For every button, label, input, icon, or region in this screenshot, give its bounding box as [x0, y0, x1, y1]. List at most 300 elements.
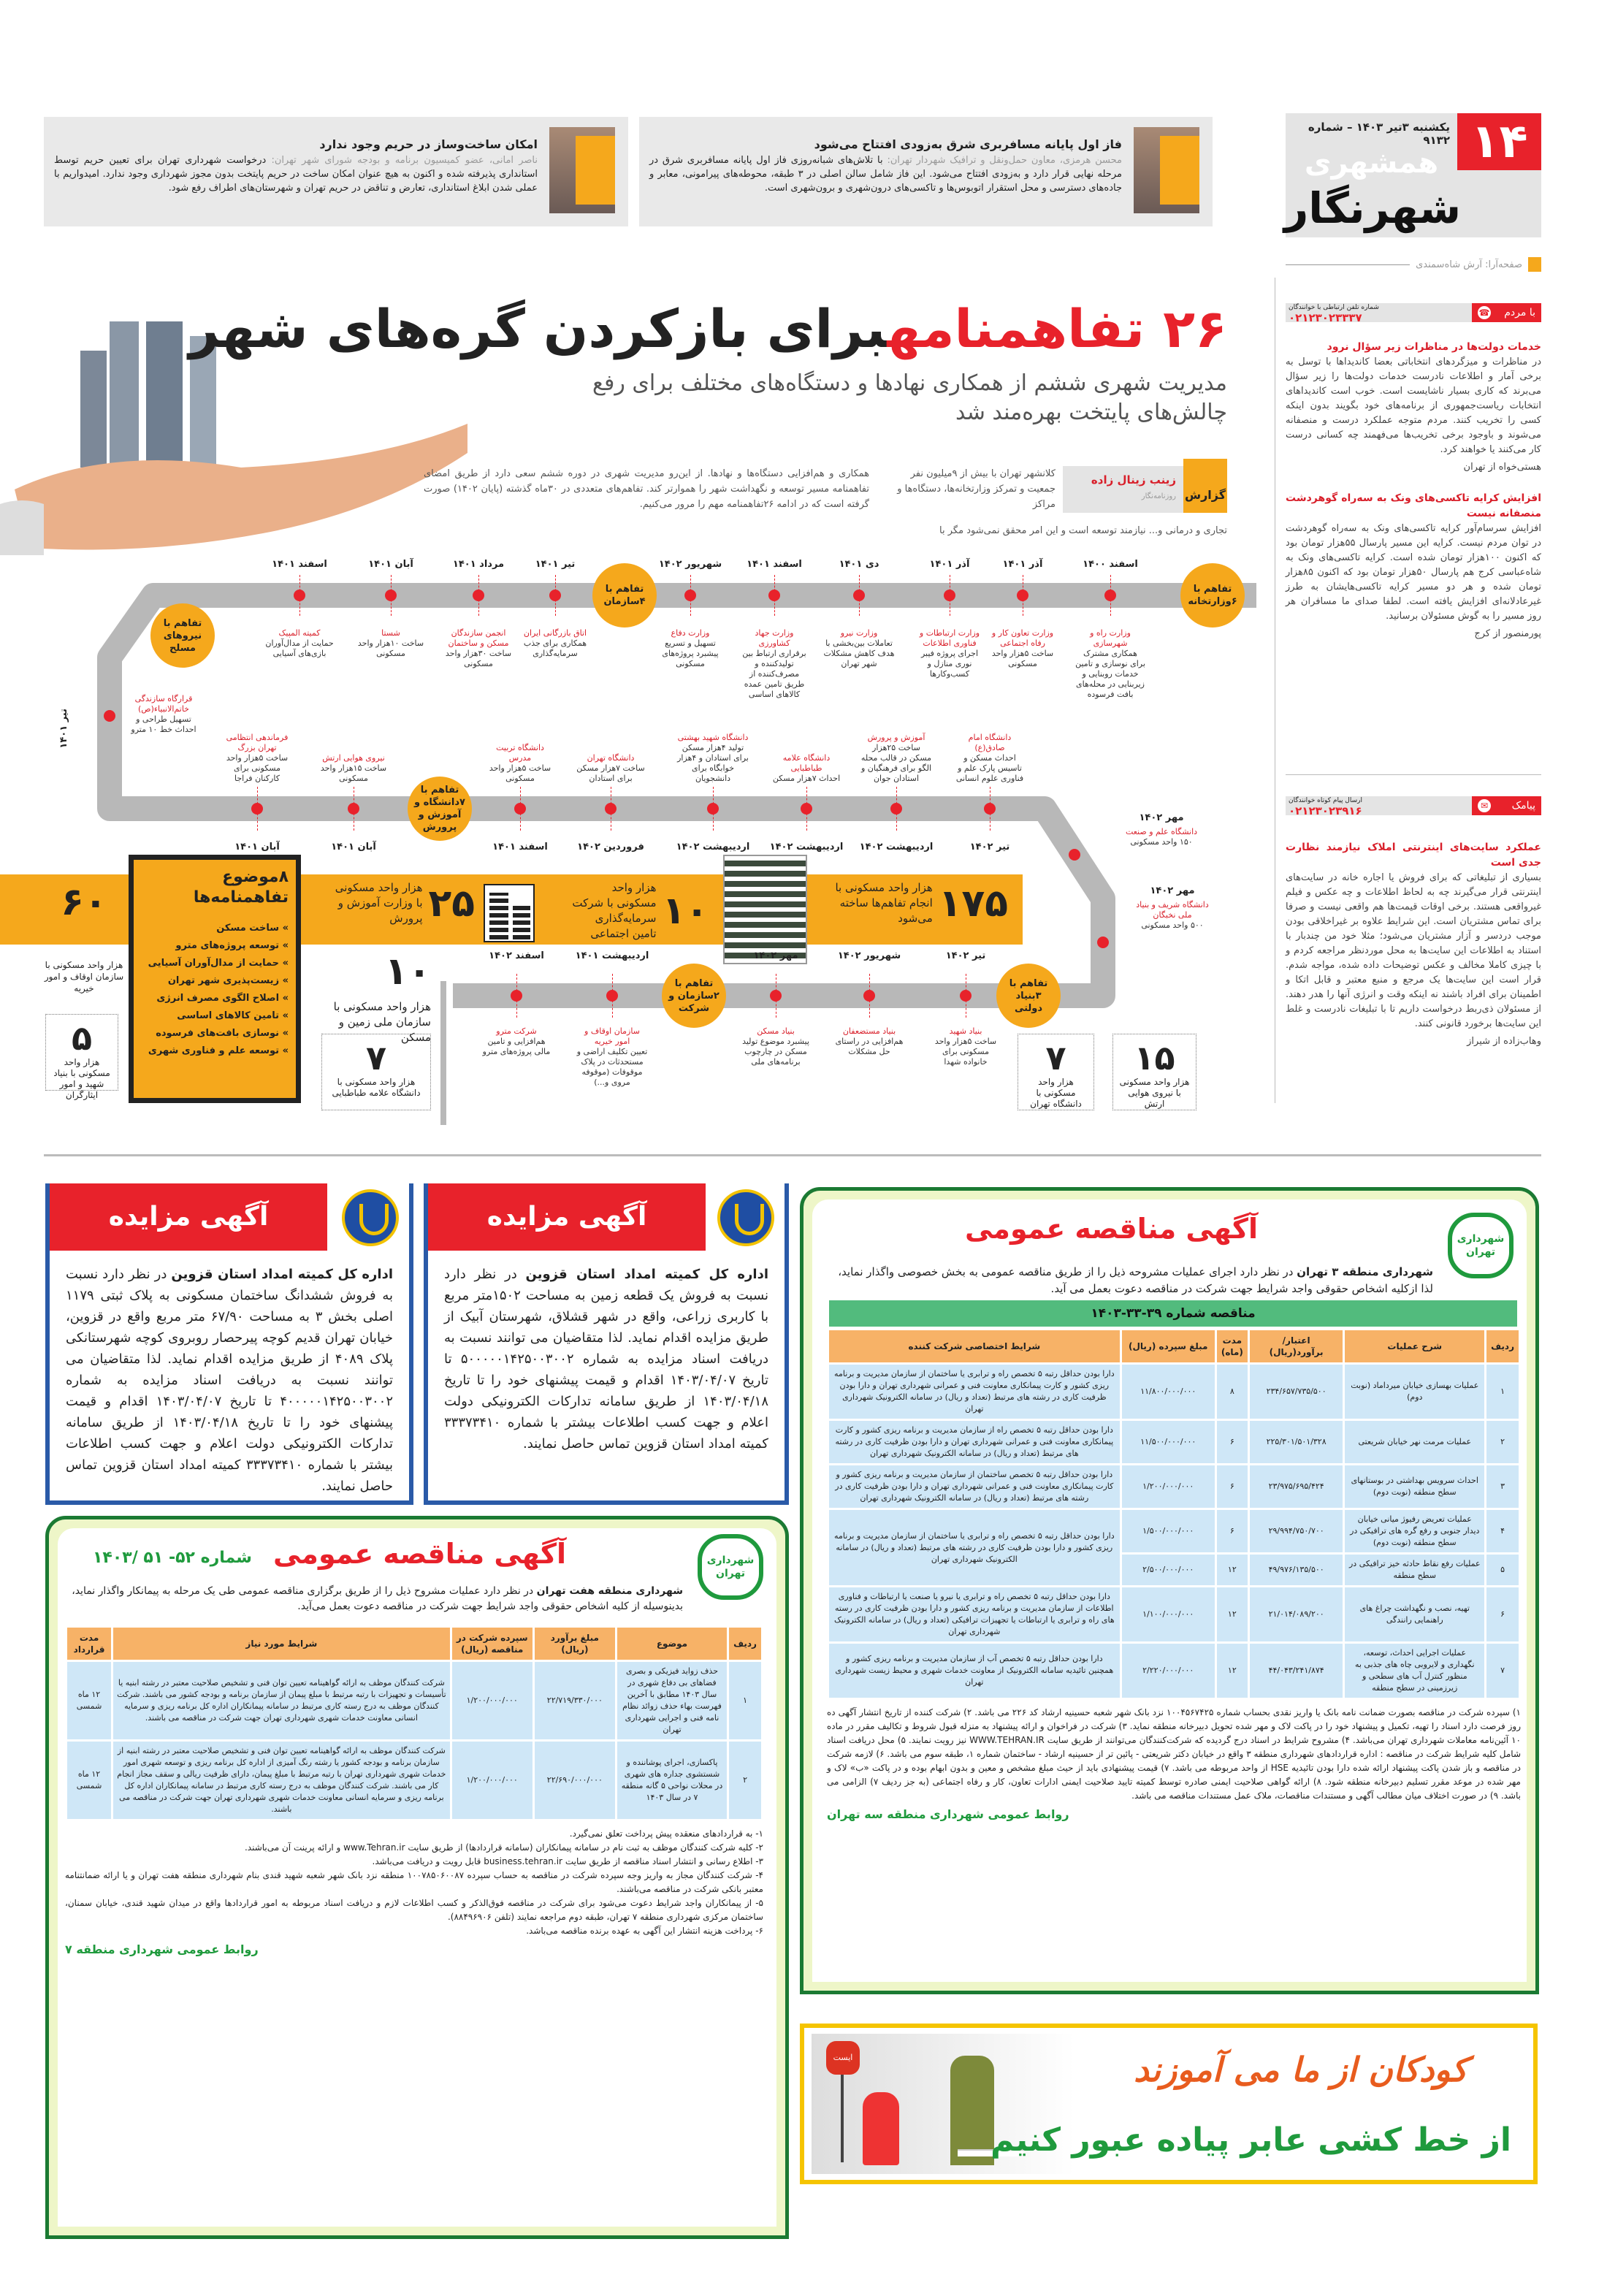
event-connector: [520, 787, 521, 831]
auction-lead: اداره کل کمیته امداد استان قزوین: [171, 1267, 394, 1282]
news-title: فاز اول پایانه مسافربری شرق به‌زودی افتتاح می‌شود: [814, 137, 1122, 151]
event-desc: ساخت ۱۵هزار واحد مسکونی: [320, 763, 387, 783]
column-header: مبلغ سپرده (ریال): [1122, 1330, 1215, 1362]
timeline-event: [833, 1026, 905, 1057]
tender-content: [65, 1625, 763, 1956]
phone-number: ۰۲۱۲۳۰۲۳۹۱۶: [1289, 804, 1362, 817]
event-org: کمیته المپیک: [278, 628, 321, 638]
timeline-event: [481, 1026, 552, 1057]
sms-tag: [1472, 796, 1541, 815]
auction-title: آگهی مزایده: [428, 1183, 706, 1251]
event-desc: هم‌افزایی در راستای حل مشکلات: [835, 1037, 904, 1056]
event-connector: [1110, 575, 1111, 616]
event-desc: تسهیل و تسریع پیشبرد پروژه‌های مسکونی: [662, 638, 719, 668]
event-org: وزارت راه و شهرسازی: [1090, 628, 1131, 648]
event-connector: [555, 575, 556, 616]
person-photo: [1134, 127, 1199, 213]
table-cell: ۶: [1486, 1587, 1519, 1641]
table-cell: ۱۲: [1217, 1555, 1248, 1585]
event-date: دی ۱۴۰۱: [839, 559, 879, 570]
topic-label: نوسازی بافت‌های فرسوده: [156, 1028, 280, 1039]
topics-box: [129, 855, 301, 1103]
stat-label: هزار واحد مسکونی با دانشگاه تهران: [1030, 1077, 1082, 1109]
letter-signature: هستی‌خواه از تهران: [1463, 462, 1541, 473]
column-header: مبلغ برآورد (ریال): [535, 1628, 615, 1660]
stat-number: ۱۷۵: [938, 881, 1008, 926]
topic-item: » توسعه علم و فناوری شهری: [148, 1045, 289, 1056]
event-desc: همکاری برای جذب سرمایه‌گذاری: [523, 638, 587, 658]
stat-label: هزار واحد مسکونی با بنیاد شهید و امور ایثارگران: [53, 1057, 110, 1100]
tender-lead: شهرداری منطقه هفت تهران: [536, 1585, 683, 1597]
table-row: [829, 1644, 1519, 1698]
event-date: اسفند ۱۴۰۱: [492, 842, 548, 853]
event-date: تیر ۱۴۰۲: [969, 842, 1010, 853]
table-cell: دارا بودن حداقل رتبه ۵ تخصص راه و ترابری یا ساختمان از سازمان مدیریت و برنامه ریزی کشور و دارا بودن ظرفیت کاری در رشته های مرتبط (تعداد و ریال) در سامانه الکترونیک شهرداری تهران: [829, 1510, 1120, 1585]
column-header: مدت (ماه): [1217, 1330, 1248, 1362]
event-org: شرکت مترو: [496, 1026, 537, 1036]
tag-label: پیامک: [1511, 800, 1535, 812]
stat-number: ۷: [1045, 1038, 1066, 1078]
tender-number: شماره ۵۲- ۵۱ /۱۴۰۳: [93, 1549, 252, 1567]
timeline-event: [740, 1026, 812, 1067]
event-desc: ساخت ۲۵هزار مسکن در قالب محله الگو برای فرهنگیان و استادان جوان: [860, 743, 932, 783]
event-desc: احداث مسکن و تاسیس پارک علم و فناوری علوم انسانی: [955, 753, 1024, 783]
auction-ad: [424, 1183, 789, 1505]
event-org: فرماندهی انتظامی تهران بزرگ: [226, 733, 289, 752]
stat: [818, 880, 1008, 926]
event-date: فروردین ۱۴۰۲: [577, 842, 644, 853]
timeline-event: [1118, 827, 1205, 847]
tender-title: آگهی مناقصه عمومی: [964, 1213, 1258, 1245]
tender-table: [65, 1625, 763, 1821]
stat-number: ۶۰: [61, 880, 107, 924]
letter-body: افزایش سرسام‌آور کرایه تاکسی‌های ونک به سه‌راه گوهردشت در توان مردم نیست. کرایه این مسیر پارسال ۵۵هزار تومان بود که اکنون ۱۰۰هزار تومان شده است. کرایه تاکسی‌های ونک به شاه‌عباسی کرج هم پارسال ۵۰هزار تومان بود که اکنون ۸۵هزار تومان شده و هر دو مسیر کرایه تاکسی‌هایشان به طرز غیرعادلانه‌ای افزایش یافته است. لطفا صدای ما مسافران هر روز مسیر را به گوش مسئولان برسانید.: [1286, 523, 1542, 622]
timeline-event: [654, 628, 726, 669]
letter-title: عملکرد سایت‌های اینترنتی املاک نیازمند نظارت جدی است: [1286, 842, 1541, 869]
event-connector: [257, 787, 258, 831]
subtitle: مدیریت شهری ششم از همکاری نهادها و دستگاه‌های مختلف برای رفع چالش‌های پایتخت بهره‌مند شد: [592, 370, 1227, 425]
event-org: دانشگاه علامه طباطبایی: [782, 753, 831, 773]
topic-item: » اصلاح الگوی مصرف انرژی: [156, 993, 289, 1004]
table-cell: ۲۳/۹۷۵/۶۹۵/۴۲۴: [1250, 1465, 1343, 1508]
event-date: اسفند ۱۴۰۲: [489, 950, 544, 961]
tag-label: با مردم: [1504, 307, 1535, 319]
event-connector: [774, 575, 775, 616]
tender-note: ۶- پرداخت هزینه انتشار این آگهی به عهده برنده مناقصه می‌باشد.: [526, 1926, 763, 1936]
tender-intro-text: [833, 1264, 1433, 1297]
tender-table: [827, 1328, 1521, 1700]
event-date: تیر ۱۴۰۲: [945, 950, 986, 961]
auction-title: آگهی مزایده: [50, 1183, 327, 1251]
stat-label: هزار واحد مسکونی با وزارت آموزش و پرورش: [335, 881, 423, 925]
event-org: انجمن سازندگان مسکن و ساختمان: [448, 628, 509, 648]
event-date: اردیبهشت ۱۴۰۲: [859, 842, 934, 853]
event-connector: [516, 974, 517, 1018]
event-date: شهریور ۱۴۰۲: [837, 950, 901, 961]
event-connector: [391, 575, 392, 616]
topic-item: » زیست‌پذیری شهر تهران: [167, 975, 289, 986]
tender-note: ۴- شرکت کنندگان مجاز به واریز وجه سپرده شرکت در مناقصه به حساب سپرده ۱۰۰۷۸۵۰۶۰۰۸۷ منطقه نزد بانک شهر شعبه شهید قندی بنام شهرداری منطقه هفت تهران و یا ارائه ضمانتنامه معتبر بانکی شرکت در مناقصه می‌باشند.: [65, 1870, 763, 1894]
credit-text: صفحه‌آرا: آرش شاه‌سمندی: [1416, 259, 1522, 270]
event-desc: احداث ۷هزار مسکن: [772, 774, 841, 783]
event-org: وزارت ارتباطات و فناوری اطلاعات: [919, 628, 980, 648]
event-date: آذر ۱۴۰۱: [1002, 559, 1043, 570]
event-marker: [1069, 849, 1080, 861]
column-header: سپرده شرکت در مناقصه (ریال): [452, 1628, 533, 1660]
tender-notes: [65, 1827, 763, 1938]
table-cell: ۵: [1486, 1555, 1519, 1585]
event-connector: [859, 575, 860, 616]
event-org: وزارت جهاد کشاورزی: [755, 628, 794, 648]
topic-item: » نوسازی بافت‌های فرسوده: [156, 1028, 289, 1039]
agreement-hub: تفاهم با نیروهای مسلح: [150, 603, 215, 668]
event-desc: ساخت ۱۰هزار واحد مسکونی: [357, 638, 424, 658]
tender-intro: در نظر دارد اجرای عملیات مشروحه ذیل را از طریق مناقصه عمومی به بخش خصوصی واگذار نماید، لذا ازکلیه اشخاص حقوقی واجد شرایط جهت شرکت در مناقصه دعوت بعمل می آید.: [838, 1265, 1433, 1295]
event-desc: ساخت ۵هزار واحد مسکونی: [991, 649, 1054, 668]
table-cell: ۷: [1486, 1644, 1519, 1698]
table-cell: ۲۳۴/۶۵۷/۷۳۵/۵۰۰: [1250, 1365, 1343, 1419]
timeline-event: [484, 743, 556, 784]
event-desc: تولید ۴هزار مسکن برای استادان و ۴هزار خوابگاه برای دانشجویان: [677, 743, 749, 783]
stat-number: ۱۰: [384, 950, 431, 993]
table-row: [829, 1365, 1519, 1419]
table-cell: تهیه، نصب و نگهداشت چراغ های راهنمایی رانندگی: [1345, 1587, 1484, 1641]
topic-item: » حمایت از مدال‌آوران آسیایی: [148, 958, 289, 969]
table-header-row: [67, 1628, 761, 1660]
tehran-municipality-logo: شهرداری تهران: [698, 1534, 763, 1600]
agreement-hub: تفاهم با ۴سازمان: [592, 563, 657, 628]
table-cell: ۶: [1217, 1421, 1248, 1463]
event-date: اسفند ۱۴۰۰: [1083, 559, 1138, 570]
timeline-event: [930, 1026, 1001, 1067]
event-date: اسفند ۱۴۰۱: [747, 559, 802, 570]
event-desc: ۵۰۰ واحد مسکونی: [1141, 920, 1204, 930]
credit-marker-icon: [1528, 257, 1541, 272]
letter-signature: پورمنصور از کرج: [1474, 628, 1541, 639]
event-date: آبان ۱۴۰۱: [368, 559, 413, 570]
stat-label: هزار واحد مسکونی با دانشگاه علامه طباطبایی: [332, 1077, 421, 1098]
table-cell: ۱/۲۰۰/۰۰۰/۰۰۰: [452, 1662, 533, 1739]
building-illustration: [723, 855, 807, 964]
with-people-letters: [1286, 332, 1541, 641]
event-desc: ساخت ۵هزار واحد مسکونی: [489, 763, 551, 783]
column-header: شرایط مورد نیاز: [113, 1628, 450, 1660]
column-header: شرایط اختصاصی شرکت کننده: [829, 1330, 1120, 1362]
auction-lead: اداره کل کمیته امداد استان قزوین: [525, 1267, 768, 1282]
table-cell: ۱۲: [1217, 1644, 1248, 1698]
event-date: تیر ۱۴۰۱: [535, 559, 576, 570]
table-cell: ۱/۱۰۰/۰۰۰/۰۰۰: [1122, 1587, 1215, 1641]
event-marker: [1097, 937, 1109, 948]
event-desc: برقراری ارتباط بین تولیدکننده و مصرف‌کننده از طریق تامین عمده کالاهای اساسی: [742, 649, 806, 699]
timeline-event: [914, 628, 985, 679]
stat-number: ۱۰: [662, 889, 709, 933]
table-cell: ۱۲: [1217, 1587, 1248, 1641]
auction-text: [444, 1264, 768, 1454]
table-cell: ۲۱/۰۱۴/۰۸۹/۲۰۰: [1250, 1587, 1343, 1641]
timeline-event: [1074, 628, 1146, 700]
timeline-event: [823, 628, 895, 669]
envelope-icon: ✉: [1478, 799, 1491, 812]
table-header-row: [829, 1330, 1519, 1362]
report-label: گزارش: [1183, 459, 1227, 513]
auction-text: [66, 1264, 393, 1497]
stat-number: ۱۵: [1134, 1038, 1175, 1078]
topic-label: تامین کالاهای اساسی: [177, 1010, 280, 1021]
column-header: ردیف: [1486, 1330, 1519, 1362]
table-cell: ۴۴/۰۴۳/۲۴۱/۸۷۴: [1250, 1644, 1343, 1698]
letter-body: بسیاری از تبلیغاتی که برای فروش یا اجاره خانه در سایت‌های اینترنتی قرار می‌گیرند چه به لحاظ اطلاعات و چه عکس و فیلم غیرواقعی هستند. برخی اوقات قیمت‌ها هم واقعی نیست و صرفا برای تماس مشتریان است. این شرایط علاوه بر غیراخلاقی بودن موجب دردسر و آزار مشتریان می‌شود؛ مثلا خود من چندبار با استناد به اطلاعات این سایت‌ها به محل موردنظر مراجعه کردم و با چیزی کاملا مخالف و عکس توضیحات داده شده، مواجه شدم. قرار است این سایت‌ها یک مرجع و منبع معتبر و قابل اتکا و اطمینان برای افراد باشند نه اینکه وقت و انرژی آنها را هدر دهند. از مسئولان ذی‌ربط درخواست داریم تا با تبلیغات نادرست و غلط این سایت‌ها برخورد قانونی کنند.: [1286, 872, 1541, 1029]
tender-intro-text: [71, 1584, 683, 1614]
table-cell: ۱: [729, 1662, 761, 1739]
table-cell: شرکت کنندگان موظف به ارائه گواهینامه تعیین توان فنی و تشخیص صلاحیت معتبر در رشته ابنیه از سازمان برنامه و بودجه کشور یا رشته رنگ آمیزی از اداره کل برنامه ریزی و توسعه شهری امور خدمات شهری شهرداری تهران با رتبه مرتبط با مبلغ پیمان، دارای ظرفیت ریالی و سقف مجاز انجام کار می باشند. شرکت کنندگان موظف به درج رسته کاری مرتبط در سامانه پیمانکاران اداره کل برنامه ریزی و سرمایه انسانی معاونت خدمات شهری شهرداری تهران جهت شرکت در مناقصه می باشند.: [113, 1742, 450, 1819]
table-row: [829, 1465, 1519, 1508]
timeline-event: [771, 753, 842, 784]
table-cell: ۲/۲۲۰/۰۰۰/۰۰۰: [1122, 1644, 1215, 1698]
event-desc: ساخت ۷هزار مسکن برای استادان: [576, 763, 645, 783]
with-people-header: [1286, 303, 1541, 322]
event-org: دانشگاه شریف و بنیاد ملی نخبگان: [1136, 900, 1209, 920]
column-header: موضوع: [617, 1628, 727, 1660]
event-connector: [896, 787, 897, 831]
topic-item: » ساخت مسکن: [216, 923, 289, 934]
emdad-emblem-icon: [717, 1189, 774, 1246]
table-cell: ۲۲۵/۳۰۱/۵۰۱/۳۲۸: [1250, 1421, 1343, 1463]
topic-label: زیست‌پذیری شهر تهران: [167, 975, 280, 986]
topic-label: توسعه پروژه‌های مترو: [175, 940, 280, 951]
table-cell: عملیات رفع نقاط حادثه خیز ترافیکی در سطح منطقه: [1345, 1555, 1484, 1585]
stat-number: ۲۵: [428, 881, 475, 926]
table-cell: عملیات تعریض رفیوژ میانی خیابان دیدار جنوبی و رفع گره های ترافیکی در سطح منطقه (نوبت دوم): [1345, 1510, 1484, 1552]
table-cell: ۶: [1217, 1510, 1248, 1552]
news-text: [649, 153, 1122, 195]
news-item: [639, 117, 1213, 226]
table-cell: ۱/۲۰۰/۰۰۰/۰۰۰: [452, 1742, 533, 1819]
event-desc: هم‌افزایی و تامین مالی پروژه‌های مترو: [482, 1037, 551, 1056]
event-date: آبان ۱۴۰۱: [234, 842, 280, 853]
table-row: [67, 1662, 761, 1739]
event-org: دانشگاه تهران: [587, 753, 635, 763]
tender-note: ۲- کلیه شرکت کنندگان موظف به ثبت نام در سامانه پیمانکاران (سامانه قراردادها) از طریق سایت www.Tehran.ir و ارائه پرینت آن می‌باشند.: [244, 1842, 763, 1853]
emdad-emblem-icon: [342, 1189, 399, 1246]
stat: [1018, 1034, 1094, 1110]
tender-ad-region7: [45, 1516, 789, 2239]
event-org: وزارت دفاع: [671, 628, 710, 638]
event-connector: [690, 575, 691, 616]
event-date: شهریور ۱۴۰۲: [658, 559, 722, 570]
timeline-event: [355, 628, 427, 659]
agreement-hub: تفاهم با ۳بنیاد دولتی: [996, 964, 1061, 1028]
auction-ad: [45, 1183, 413, 1505]
phone-icon: ☎: [1478, 308, 1490, 318]
article-body: تجاری و درمانی و... نیازمند توسعه است و این امر محقق نمی‌شود مگر با: [939, 525, 1227, 536]
headline: [188, 296, 1227, 362]
article-body: همکاری و هم‌افزایی دستگاه‌ها و نهادها. از این‌رو مدیریت شهری در دوره ششم سعی دارد از طریق امضای تفاهمنامه مسیر توسعه و نگهداشت شهر را هموارتر کند. تفاهم‌های متعددی در ۳۰ماه گذشته (پایان ۱۴۰۲) صورت گرفته است که در ادامه ۲۶تفاهمنامه مهم را مرور می‌کنیم.: [424, 468, 869, 510]
report-byline: [1063, 466, 1227, 513]
table-cell: دارا بودن حداقل رتبه ۵ تخصص راه از سازمان مدیریت و برنامه ریزی کشور و کارت پیمانکاری معاونت فنی و عمرانی شهرداری تهران و دارا بودن ظرفیت کاری در رشته های مرتبط (تعداد و ریال) در سامانه الکترونیک شهرداری تهران: [829, 1421, 1120, 1463]
event-desc: همکاری مشترک برای نوسازی و تامین خدمات روبنایی و زیربنایی در محله‌های بافت فرسوده: [1075, 649, 1145, 699]
ad-slogan: از خط کشی عابر پیاده عبور کنیم: [990, 2121, 1511, 2159]
event-date: آبان ۱۴۰۱: [331, 842, 376, 853]
table-cell: حذف زواید فیزیکی و بصری فضاهای بی دفاع شهری در سال ۱۴۰۳ مطابق با آخرین فهرست بهاء حذف زوائد نظام نامه فنی و اجرایی شهرداری تهران: [617, 1662, 727, 1739]
table-cell: دارا بودن حداقل رتبه ۵ تخصص ساختمان از سازمان مدیریت و برنامه ریزی کشور و کارت پیمانکاری معاونت فنی و عمرانی شهرداری تهران و دارا بودن ظرفیت کاری در رشته های مرتبط (تعداد و ریال) در سامانه الکترونیک شهرداری تهران: [829, 1465, 1120, 1508]
event-date: مهر ۱۴۰۲: [1150, 885, 1195, 896]
letter-title: افزایش کرایه تاکسی‌های ونک به سه‌راه گوهردشت منصفانه نیست: [1286, 492, 1541, 519]
event-desc: تسهیل طراحی و احداث خط ۱۰ مترو: [131, 714, 196, 734]
table-cell: ۲: [1486, 1421, 1519, 1463]
stat-label: هزار واحد مسکونی با سازمان ملی زمین و مسکن: [333, 1000, 431, 1044]
divider: [1286, 264, 1410, 265]
topics-title: ۸موضوع تفاهمنامه‌ها: [193, 868, 289, 907]
event-org: وزارت نیرو: [840, 628, 878, 638]
tender-note: ۵- از پیمانکاران واجد شرایط دعوت می‌شود برای شرکت در مناقصه فوق‌الذکر و کسب اطلاعات لازم و دریافت اسناد مربوطه به امور قراردادها واقع در میدان شهید قندی، خیابان سمنان، ساختمان مرکزی شهرداری منطقه ۷ تهران، طبقه دوم مراجعه نمایند (تلفن ۸۸۴۹۶۹۰۶).: [65, 1898, 763, 1922]
event-org: بنیاد مستضعفان: [842, 1026, 896, 1036]
event-org: دانشگاه شهید بهشتی: [677, 733, 749, 742]
stat-number: ۵: [71, 1018, 93, 1058]
event-org: سازمان اوقاف و امور خیریه: [584, 1026, 640, 1046]
event-date: اردیبهشت ۱۴۰۲: [676, 842, 750, 853]
table-cell: ۱/۵۰۰/۰۰۰/۰۰۰: [1122, 1510, 1215, 1552]
timeline-event: [221, 733, 293, 784]
author-role: روزنامه‌نگار: [1141, 492, 1176, 500]
event-marker: [104, 710, 115, 722]
letter-body: در مناظرات و میزگردهای انتخاباتی بعضا کاندیداها با توسل به برخی آمار و اطلاعات نادرست خدمات دولت‌ها را زیر سؤال می‌برند که کاری بسیار ناشایست است. خوب است کاندیداهای انتخابات ریاست‌جمهوری از برنامه‌های خود بگویند بدون اینکه کسی را تخریب کنند. مردم متوجه عملکرد درست و منصفانه می‌شوند و باوجود برخی تخریب‌ها می‌فهمند چه کسانی درست کار می‌کنند یا خواهند کرد.: [1286, 356, 1541, 455]
event-desc: اجرای پروژه فیبر نوری منازل و کسب‌وکارها: [920, 649, 979, 679]
auction-body: در نظر دارد نسبت به فروش یک قطعه زمین به مساحت ۱۵۰۲متر مربع با کاربری زراعی، واقع در شهر قشلاق، شهرستان آبیک از طریق مزایده اقدام نماید. لذا متقاضیان می توانند نسبت به دریافت اسناد مزایده به شماره ۵۰۰۰۰۰۱۴۲۵۰۰۳۰۰۲ تا تاریخ ۱۴۰۳/۰۴/۰۷ اقدام و قیمت پیشنهای خود را تا تاریخ ۱۴۰۳/۰۴/۱۸ از طریق سامانه تدارکات الکترونیکی دولت اعلام و جهت کسب اطلاعات بیشتر با شماره ۳۳۳۷۳۴۱۰ کمیته امداد استان قزوین تماس حاصل نمایند.: [444, 1267, 769, 1452]
tender-content: [827, 1328, 1521, 1821]
event-connector: [869, 974, 870, 1018]
topics-list: [141, 920, 289, 1060]
tender-ad-region3: [800, 1187, 1539, 1994]
table-row: [829, 1510, 1519, 1552]
timeline-event: [443, 628, 514, 669]
event-desc: ۱۵۰ واحد مسکونی: [1130, 837, 1193, 847]
table-cell: عملیات بهسازی خیابان میرداماد (نوبت دوم): [1345, 1365, 1484, 1419]
stat-label: هزار واحد مسکونی با انجام تفاهم‌ها ساخته می‌شود: [835, 881, 933, 925]
event-desc: تعاملات بین‌بخشی با هدف کاهش مشکلات شهر تهران: [823, 638, 895, 668]
tender-intro: در نظر دارد عملیات مشروح ذیل را از طریق برگزاری مناقصه عمومی طی یک مرحله به پیمانکار واگذار نماید، بدینوسیله از کلیه اشخاص حقوقی واجد شرایط جهت شرکت در مناقصه دعوت بعمل می‌آید.: [72, 1585, 683, 1612]
phone-label: شماره تلفن ارتباطی با خوانندگان: [1289, 304, 1379, 311]
timeline-event: [738, 628, 810, 700]
table-cell: عملیات اجرایی احداث، توسعه، نگهداری و لایروبی چاه های جذبی به منظور کنترل آب های سطحی و زیرزمینی در سطح منطقه: [1345, 1644, 1484, 1698]
headline-red: ۲۶ تفاهمنامه: [887, 298, 1227, 359]
sms-letter: [1286, 833, 1541, 1049]
news-title: امکان ساخت‌وساز در حریم وجود ندارد: [319, 137, 538, 151]
divider: [1286, 774, 1541, 775]
table-cell: ۲۲/۷۱۹/۳۳۰/۰۰۰: [535, 1662, 615, 1739]
column-header: شرح عملیات: [1345, 1330, 1484, 1362]
topic-item: » تامین کالاهای اساسی: [177, 1010, 289, 1021]
section-logo: شهرنگار: [1283, 183, 1461, 233]
table-cell: ۱۲ ماه شمسی: [67, 1742, 111, 1819]
sms-header: [1286, 796, 1541, 815]
table-cell: دارا بودن حداقل رتبه ۵ تخصص آب از سازمان مدیریت و برنامه ریزی کشور و همچنین تائیدیه سامانه الکترونیک از معاونت خدمات شهری و محیط زیست شهرداری تهران: [829, 1644, 1120, 1698]
stat-label: هزار واحد مسکونی با سازمان اوقاف و امور خیریه: [44, 960, 124, 993]
event-desc: تعیین تکلیف اراضی و مستحدثات در پلاک موقوفات (موقوفه مروی و...): [576, 1047, 648, 1087]
table-cell: ۲۲/۶۹۰/۰۰۰/۰۰۰: [535, 1742, 615, 1819]
with-people-tag: [1472, 303, 1541, 322]
stat-number: ۷: [365, 1038, 387, 1078]
auction-body: در نظر دارد نسبت به فروش ششدانگ ساختمان مسکونی به پلاک ثبتی ۱۱۷۹ اصلی بخش ۳ به مساحت ۶۷/۹۰ متر مربع واقع در قزوین، خیابان تهران قدیم کوچه پیرحصار روبروی کوچه شهرستانکی پلاک ۴۰۸۹ از طریق مزایده اقدام نماید. لذا متقاضیان می توانند نسبت به دریافت اسناد مزایده به شماره ۴۰۰۰۰۰۱۴۲۵۰۰۳۰۰۲ تا تاریخ ۱۴۰۳/۰۴/۰۷ اقدام و قیمت پیشنهای خود را تا تاریخ ۱۴۰۳/۰۴/۱۸ از طریق سامانه تدارکات الکترونیکی دولت اعلام و جهت کسب اطلاعات بیشتر با شماره ۳۳۳۷۳۴۱۰ کمیته امداد استان قزوین تماس حاصل نمایند.: [66, 1267, 393, 1494]
section-divider: [44, 1154, 1541, 1156]
letter-title: خدمات دولت‌ها در مناظرات زیر سؤال نرود: [1327, 341, 1541, 353]
table-cell: ۲/۵۰۰/۰۰۰/۰۰۰: [1122, 1555, 1215, 1585]
timeline-event: [677, 733, 749, 784]
event-connector: [806, 787, 807, 831]
event-org: اتاق بازرگانی ایران: [523, 628, 587, 638]
tender-signature: روابط عمومی شهرداری منطقه ۷: [65, 1942, 259, 1956]
table-row: [829, 1421, 1519, 1463]
paper-logo: همشهری: [1304, 146, 1439, 180]
timeline-event: [128, 694, 199, 735]
headline-black: برای بازکردن گره‌های شهر: [188, 298, 888, 359]
stat-label: هزار واحد مسکونی با نیروی هوایی ارتش: [1119, 1077, 1190, 1109]
timeline-event: [1129, 900, 1216, 931]
article-body: کلانشهر تهران با بیش از ۹میلیون نفر جمعیت و تمرکز وزارتخانه‌ها، دستگاه‌ها و مراکز: [897, 468, 1056, 510]
timeline-event: [318, 753, 389, 784]
traffic-safety-ad: [800, 2024, 1538, 2184]
tehran-municipality-logo: شهرداری تهران: [1448, 1213, 1514, 1278]
topic-item: » توسعه پروژه‌های مترو: [175, 940, 289, 951]
event-org: دانشگاه تربیت مدرس: [496, 743, 544, 763]
topic-label: اصلاح الگوی مصرف انرژی: [156, 993, 280, 1004]
topic-label: حمایت از مدال‌آوران آسیایی: [148, 958, 280, 969]
table-cell: ۱/۲۰۰/۰۰۰/۰۰۰: [1122, 1465, 1215, 1508]
event-desc: ساخت ۵هزار واحد مسکونی برای خانواده شهدا: [934, 1037, 997, 1067]
stat: [45, 1014, 118, 1100]
agreement-hub: تفاهم با ۷دانشگاه و آموزش و پرورش: [408, 777, 472, 841]
agreement-hub: تفاهم با ۲سازمان و شرکت: [662, 964, 726, 1028]
event-desc: پیشبرد موضوع تولید مسکن در چارچوب برنامه‌های ملی: [742, 1037, 809, 1067]
timeline-event: [987, 628, 1058, 669]
topic-label: توسعه علم و فناوری شهری: [148, 1045, 280, 1056]
timeline-event: [264, 628, 335, 659]
table-cell: دارا بودن حداقل رتبه ۵ تخصص راه و ترابری یا ساختمان از سازمان مدیریت و برنامه ریزی کشور و کارت پیمانکاری معاونت فنی و عمرانی شهرداری تهران و دارا بودن ظرفیت کاری در رشته های مرتبط (تعداد و ریال) در سامانه الکترونیک شهرداری تهران: [829, 1365, 1120, 1419]
tender-notes: ۱) سپرده شرکت در مناقصه بصورت ضمانت نامه بانک یا واریز نقدی بحساب شماره ۱۰۰۴۵۶۷۴۲۵ نزد بانک شهر شعبه حسینیه ارشاد کد ۲۲۶ می باشد. ۲) شرکت کننده از تاریخ انتشار آگهی ده روز فرصت دارد اسناد را تهیه، تکمیل و پیشنهاد خود را در پاکت لاک و مهر شده تحویل دبیرخانه منطقه نماید. ۳) شرکت در فراخوان و ارائه پیشنهاد به منزله قبول شروط و تکالیف مقرر در ماده ۱۰ آئین‌نامه معاملات شهرداری تهران می‌باشد. ۴) مشروح شرایط در اسناد درج گردیده که شرکت‌کنندگان می‌توانند از طریق سایت WWW.TEHRAN.IR نیز رویت نمایند. ۵) محل دریافت اسناد شامل کلیه شرایط شرکت در مناقصه : اداره قراردادهای شهرداری منطقه ۳ واقع در خیابان دکتر شریعتی - پائین تر از حسینیه ارشاد - ساختمان شماره ۱، طبقه سوم می باشد. ۶) لازمه شرکت در مناقصه و باز شدن پاکت پیشنهاد ارائه شده دارا بودن تائیدیه HSE از واحد مربوطه می باشد. ۷) قیمت پیشنهادی باید از حیث مبلغ مشخص و معین و بدون ابهام بوده و در پاکت «ب» لاک و مهر شده در موعد مقرر تسلیم دبیرخانه منطقه شود. ۸) ارائه گواهی صلاحیت ایمنی صادره توسط کمیته تایید صلاحیت ایمنی ادارات تعاون، کار و رفاه اجتماعی (به جز ردیف ۷) الزامی می باشد. ۹) در صورت اختلاف میان مطالب آگهی و مستندات مناقصات، ملاک عمل مستندات مناقصه می باشد.: [827, 1707, 1522, 1801]
table-row: [829, 1587, 1519, 1641]
table-cell: ۴: [1486, 1510, 1519, 1552]
event-org: بنیاد شهید: [949, 1026, 982, 1036]
table-cell: ۶: [1217, 1465, 1248, 1508]
event-org: شستا: [381, 628, 400, 638]
topic-label: ساخت مسکن: [216, 923, 280, 934]
stat-label: هزار واحد مسکونی با شرکت سرمایه‌گذاری تامین اجتماعی: [572, 881, 657, 940]
event-desc: حمایت از مدال‌آوران بازی‌های آسیایی: [265, 638, 334, 658]
table-cell: پاکسازی، اجرای پوشاننده و شستشوی جداره های شهری در محلات نواحی ۵ گانه منطقه ۷ در سال ۱۴۰۳: [617, 1742, 727, 1819]
event-org: نیروی هوایی ارتش: [322, 753, 385, 763]
table-cell: ۲۹/۹۹۴/۷۵۰/۷۰۰: [1250, 1510, 1343, 1552]
stat: [44, 880, 124, 994]
stat: [570, 880, 709, 942]
table-cell: شرکت کنندگان موظف به ارائه گواهینامه تعیین توان فنی و تشخیص صلاحیت معتبر در رشته ابنیه یا تأسیسات و تجهیزات با رتبه مرتبط با مبلغ پیمان از سازمان برنامه و بودجه کشور می باشند. شرکت کنندگان موظف به درج رسته کاری مرتبط در سامانه پیمانکاران اداره کل برنامه ریزی و سرمایه انسانی معاونت خدمات شهری شهرداری تهران جهت شرکت در مناقصه می باشند.: [113, 1662, 450, 1739]
tender-note: ۳- اطلاع رسانی و انتشار اسناد مناقصه از طریق سایت business.tehran.ir قابل رویت و دریافت می‌باشد.: [372, 1856, 763, 1866]
timeline-event: [860, 733, 932, 784]
column-header: ردیف: [729, 1628, 761, 1660]
stat: [1112, 1034, 1196, 1110]
event-date: آذر ۱۴۰۱: [929, 559, 970, 570]
event-date: تیر ۱۴۰۱: [58, 709, 69, 749]
event-connector: [612, 974, 613, 1018]
event-connector: [299, 575, 300, 616]
table-cell: دارا بودن حداقل رتبه ۵ تخصص راه و ترابری یا نیرو یا صنعت یا ارتباطات و فناوری اطلاعات از سازمان مدیریت و برنامه ریزی کشور و دارا بودن ظرفیت کاری در رسته های راه و ترابری یا ارتباطات یا تجهیزات ترافیکی (تعداد و ریال) در سامانه الکترونیک شهرداری تهران: [829, 1587, 1120, 1641]
news-item: [44, 117, 628, 226]
news-body: با تلاش‌های شبانه‌روزی فاز اول پایانه مسافربری شرق در مرحله نهایی قرار دارد و به‌زودی افتتاح می‌شود. این فاز شامل سالن اصلی در ۳ طبقه، محوطه‌های پیرامونی، معابر و جاده‌های دسترسی و محل استقرار اتوبوس‌ها و تاکسی‌های درون‌شهری و برون‌شهری است.: [649, 155, 1122, 194]
table-row: [67, 1742, 761, 1819]
table-cell: ۴۹/۹۷۶/۱۳۵/۵۰۰: [1250, 1555, 1343, 1585]
table-cell: ۱۱/۵۰۰/۰۰۰/۰۰۰: [1122, 1421, 1215, 1463]
table-cell: ۸: [1217, 1365, 1248, 1419]
stat: [329, 880, 475, 926]
